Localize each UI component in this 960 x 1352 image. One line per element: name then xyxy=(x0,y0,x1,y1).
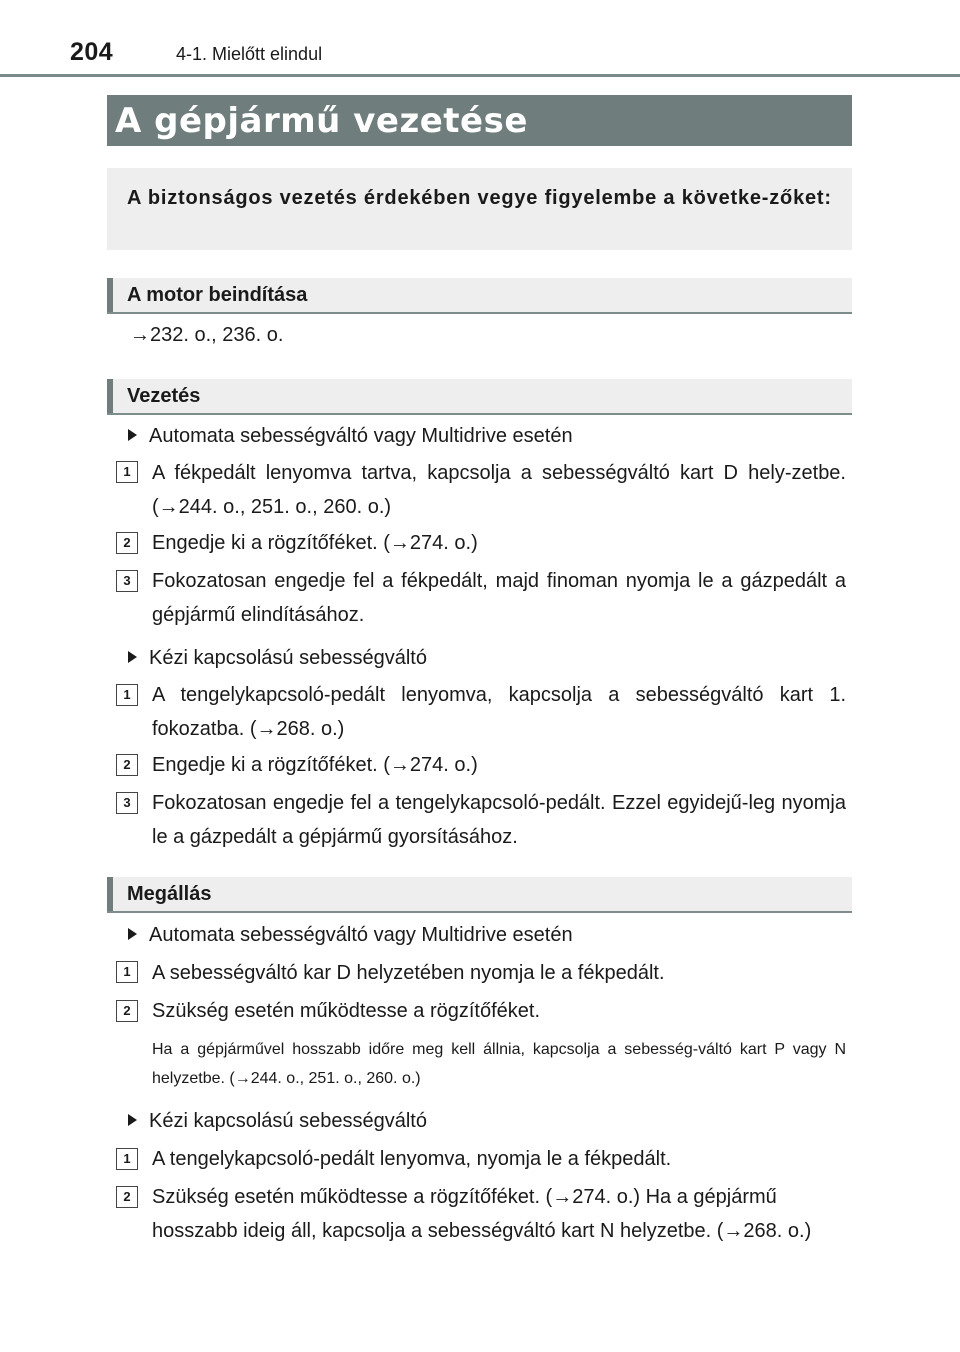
section-header-driving xyxy=(107,379,852,415)
step-text: A fékpedált lenyomva tartva, kapcsolja a sebességváltó kart D hely-zetbe. (→244. o., 251. o., 260. o.) xyxy=(152,462,846,518)
intro-text: A biztonságos vezetés érdekében vegye figyelembe a követke-zőket: xyxy=(127,187,832,209)
step-text: Fokozatosan engedje fel a tengelykapcsoló-pedált. Ezzel egyidejű-leg nyomja le a gázpedált a gépjármű gyorsításához. xyxy=(152,792,846,848)
subheading-driving-automatic xyxy=(128,419,573,453)
subheading-label: Kézi kapcsolású sebességváltó xyxy=(149,647,427,669)
step-text: A tengelykapcsoló-pedált lenyomva, kapcsolja a sebességváltó kart 1. fokozatba. (→268. o.) xyxy=(152,684,846,740)
triangle-bullet-icon xyxy=(128,651,137,663)
subheading-stopping-automatic xyxy=(128,918,573,952)
intro-box xyxy=(107,168,852,250)
section-header-engine xyxy=(107,278,852,314)
step-text: Szükség esetén működtesse a rögzítőféket. xyxy=(152,1000,540,1022)
subheading-driving-manual xyxy=(128,641,427,675)
step-text: Engedje ki a rögzítőféket. (→274. o.) xyxy=(152,754,478,776)
step-number-box: 2 xyxy=(116,754,138,776)
section-reference: 4-1. Mielőtt elindul xyxy=(176,44,323,64)
title-bar xyxy=(107,95,852,146)
header-divider xyxy=(0,74,960,77)
subheading-label: Automata sebességváltó vagy Multidrive esetén xyxy=(149,425,573,447)
step-text: A sebességváltó kar D helyzetében nyomja le a fékpedált. xyxy=(152,962,665,984)
step-number-box: 2 xyxy=(116,532,138,554)
triangle-bullet-icon xyxy=(128,429,137,441)
step-number-box: 3 xyxy=(116,792,138,814)
engine-reference: →232. o., 236. o. xyxy=(130,324,284,346)
step-number-box: 3 xyxy=(116,570,138,592)
step-note: Ha a gépjárművel hosszabb időre meg kell állnia, kapcsolja a sebesség-váltó kart P vagy N helyzetbe. (→244. o., 251. o., 260. o.) xyxy=(152,1041,846,1087)
section-title: A motor beindítása xyxy=(127,284,308,306)
subheading-stopping-manual xyxy=(128,1104,427,1138)
step-text: Szükség esetén működtesse a rögzítőféket. (→274. o.) Ha a gépjármű hosszabb ideig áll, kapcsolja a sebességváltó kart N helyzetbe. (→268. o.) xyxy=(152,1186,812,1242)
page-number: 204 xyxy=(70,38,114,66)
step-number-box: 1 xyxy=(116,684,138,706)
triangle-bullet-icon xyxy=(128,1114,137,1126)
step-number-box: 2 xyxy=(116,1000,138,1022)
step-number-box: 1 xyxy=(116,961,138,983)
section-header-stopping xyxy=(107,877,852,913)
step-number-box: 1 xyxy=(116,461,138,483)
section-title: Megállás xyxy=(127,883,212,905)
step-number-box: 1 xyxy=(116,1148,138,1170)
triangle-bullet-icon xyxy=(128,928,137,940)
section-title: Vezetés xyxy=(127,385,201,407)
step-text: A tengelykapcsoló-pedált lenyomva, nyomja le a fékpedált. xyxy=(152,1148,672,1170)
page-title: A gépjármű vezetése xyxy=(115,101,528,141)
subheading-label: Kézi kapcsolású sebességváltó xyxy=(149,1110,427,1132)
subheading-label: Automata sebességváltó vagy Multidrive esetén xyxy=(149,924,573,946)
step-number-box: 2 xyxy=(116,1186,138,1208)
step-text: Fokozatosan engedje fel a fékpedált, majd finoman nyomja le a gázpedált a gépjármű elindításához. xyxy=(152,570,846,626)
step-text: Engedje ki a rögzítőféket. (→274. o.) xyxy=(152,532,478,554)
